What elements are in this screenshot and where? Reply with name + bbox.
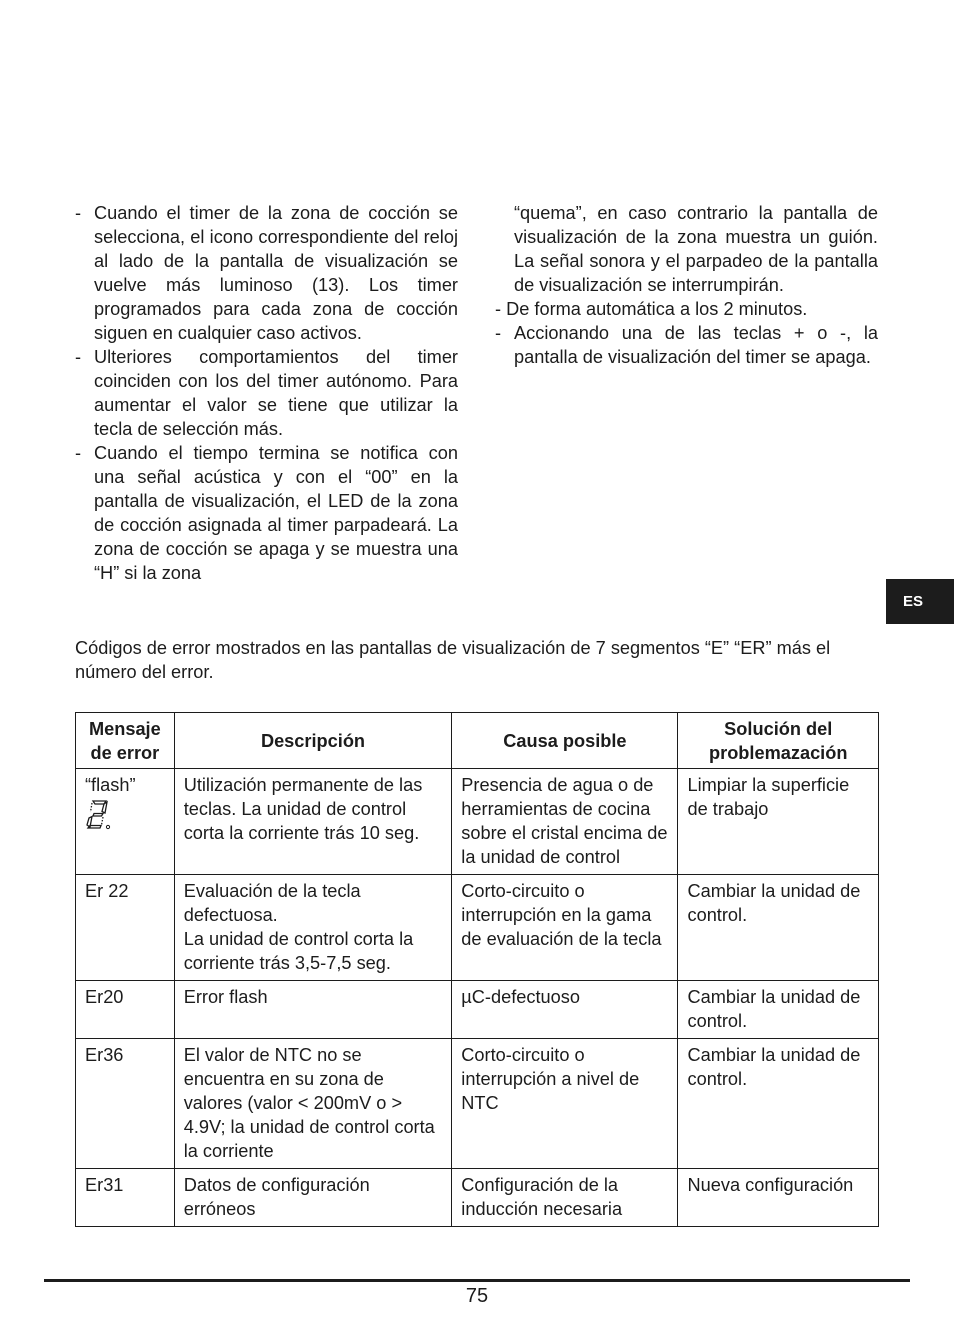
cause-cell: Presencia de agua o de herramientas de cocina sobre el cristal encima de la unidad de control: [452, 769, 678, 875]
error-code: “flash”: [85, 775, 136, 795]
table-header-row: [76, 713, 879, 769]
cause-cell: Configuración de la inducción necesaria: [452, 1169, 678, 1227]
solution-cell: Nueva configuración: [678, 1169, 879, 1227]
cause-cell: Corto-circuito o interrupción en la gama de evaluación de la tecla: [452, 875, 678, 981]
continued-paragraph: “quema”, en caso contrario la pantalla de visualización de la zona muestra un guión. La señal sonora y el parpadeo de la pantalla de visualización se interrumpirán.: [514, 203, 878, 295]
error-code-cell: Er 22: [76, 875, 175, 981]
error-codes-table: [75, 712, 879, 1227]
seven-segment-flash-icon: [85, 799, 115, 831]
language-tab: ES: [886, 579, 954, 624]
description-cell: Error flash: [174, 981, 452, 1039]
bullet-dash: -: [495, 323, 502, 343]
left-text-column: [75, 201, 458, 585]
list-item-text: Cuando el timer de la zona de cocción se selecciona, el icono correspondiente del reloj al lado de la pantalla de visualización se vuelve más luminoso (13). Los timer programados para cada zona de cocción siguen en cualquier caso activos.: [94, 203, 458, 343]
intro-paragraph: Códigos de error mostrados en las pantallas de visualización de 7 segmentos “E” “ER” más el número del error.: [75, 638, 831, 682]
list-item-automatic: - De forma automática a los 2 minutos.: [495, 299, 808, 319]
description-line: La unidad de control corta la corriente trás 3,5-7,5 seg.: [183, 929, 414, 973]
list-item: [495, 321, 878, 369]
description-cell: El valor de NTC no se encuentra en su zona de valores (valor < 200mV o > 4.9V; la unidad de control corta la corriente: [174, 1039, 452, 1169]
right-text-column: [495, 201, 878, 369]
error-code-cell: Er20: [76, 981, 175, 1039]
column-header: Solución del problemazación: [678, 713, 879, 769]
list-item: [75, 441, 458, 585]
description-line: Evaluación de la tecla defectuosa.: [183, 881, 361, 925]
bullet-dash: -: [75, 203, 82, 223]
table-row: [76, 769, 879, 875]
solution-cell: Cambiar la unidad de control.: [678, 1039, 879, 1169]
list-item: [75, 201, 458, 345]
error-code-cell: Er36: [76, 1039, 175, 1169]
table-row: [76, 1039, 879, 1169]
table-row: [76, 1169, 879, 1227]
cause-cell: µC-defectuoso: [452, 981, 678, 1039]
error-code-cell: [76, 769, 175, 875]
table-row: [76, 981, 879, 1039]
list-item: [75, 345, 458, 441]
bullet-dash: -: [75, 443, 82, 463]
list-item-text: Ulteriores comportamientos del timer coinciden con los del timer autónomo. Para aumentar el valor se tiene que utilizar la tecla de selección más.: [94, 347, 458, 439]
error-code-cell: Er31: [76, 1169, 175, 1227]
solution-cell: Limpiar la superficie de trabajo: [678, 769, 879, 875]
solution-cell: Cambiar la unidad de control.: [678, 875, 879, 981]
column-header: Causa posible: [452, 713, 678, 769]
footer-divider: [44, 1279, 910, 1282]
cause-cell: Corto-circuito o interrupción a nivel de NTC: [452, 1039, 678, 1169]
description-cell: Utilización permanente de las teclas. La unidad de control corta la corriente trás 10 seg.: [174, 769, 452, 875]
description-cell: Datos de configuración erróneos: [174, 1169, 452, 1227]
table-row: [76, 875, 879, 981]
column-header: Mensaje de error: [76, 713, 175, 769]
bullet-dash: -: [75, 347, 82, 367]
list-item-text: Accionando una de las teclas + o -, la pantalla de visualización del timer se apaga.: [514, 323, 878, 367]
list-item-text: Cuando el tiempo termina se notifica con una señal acústica y con el “00” en la pantalla de visualización, el LED de la zona de cocción asignada al timer parpadeará. La zona de cocción se apaga y se muestra una “H” si la zona: [94, 443, 458, 583]
description-cell: [174, 875, 452, 981]
solution-cell: Cambiar la unidad de control.: [678, 981, 879, 1039]
column-header: Descripción: [174, 713, 452, 769]
page-number: 75: [465, 1285, 489, 1307]
